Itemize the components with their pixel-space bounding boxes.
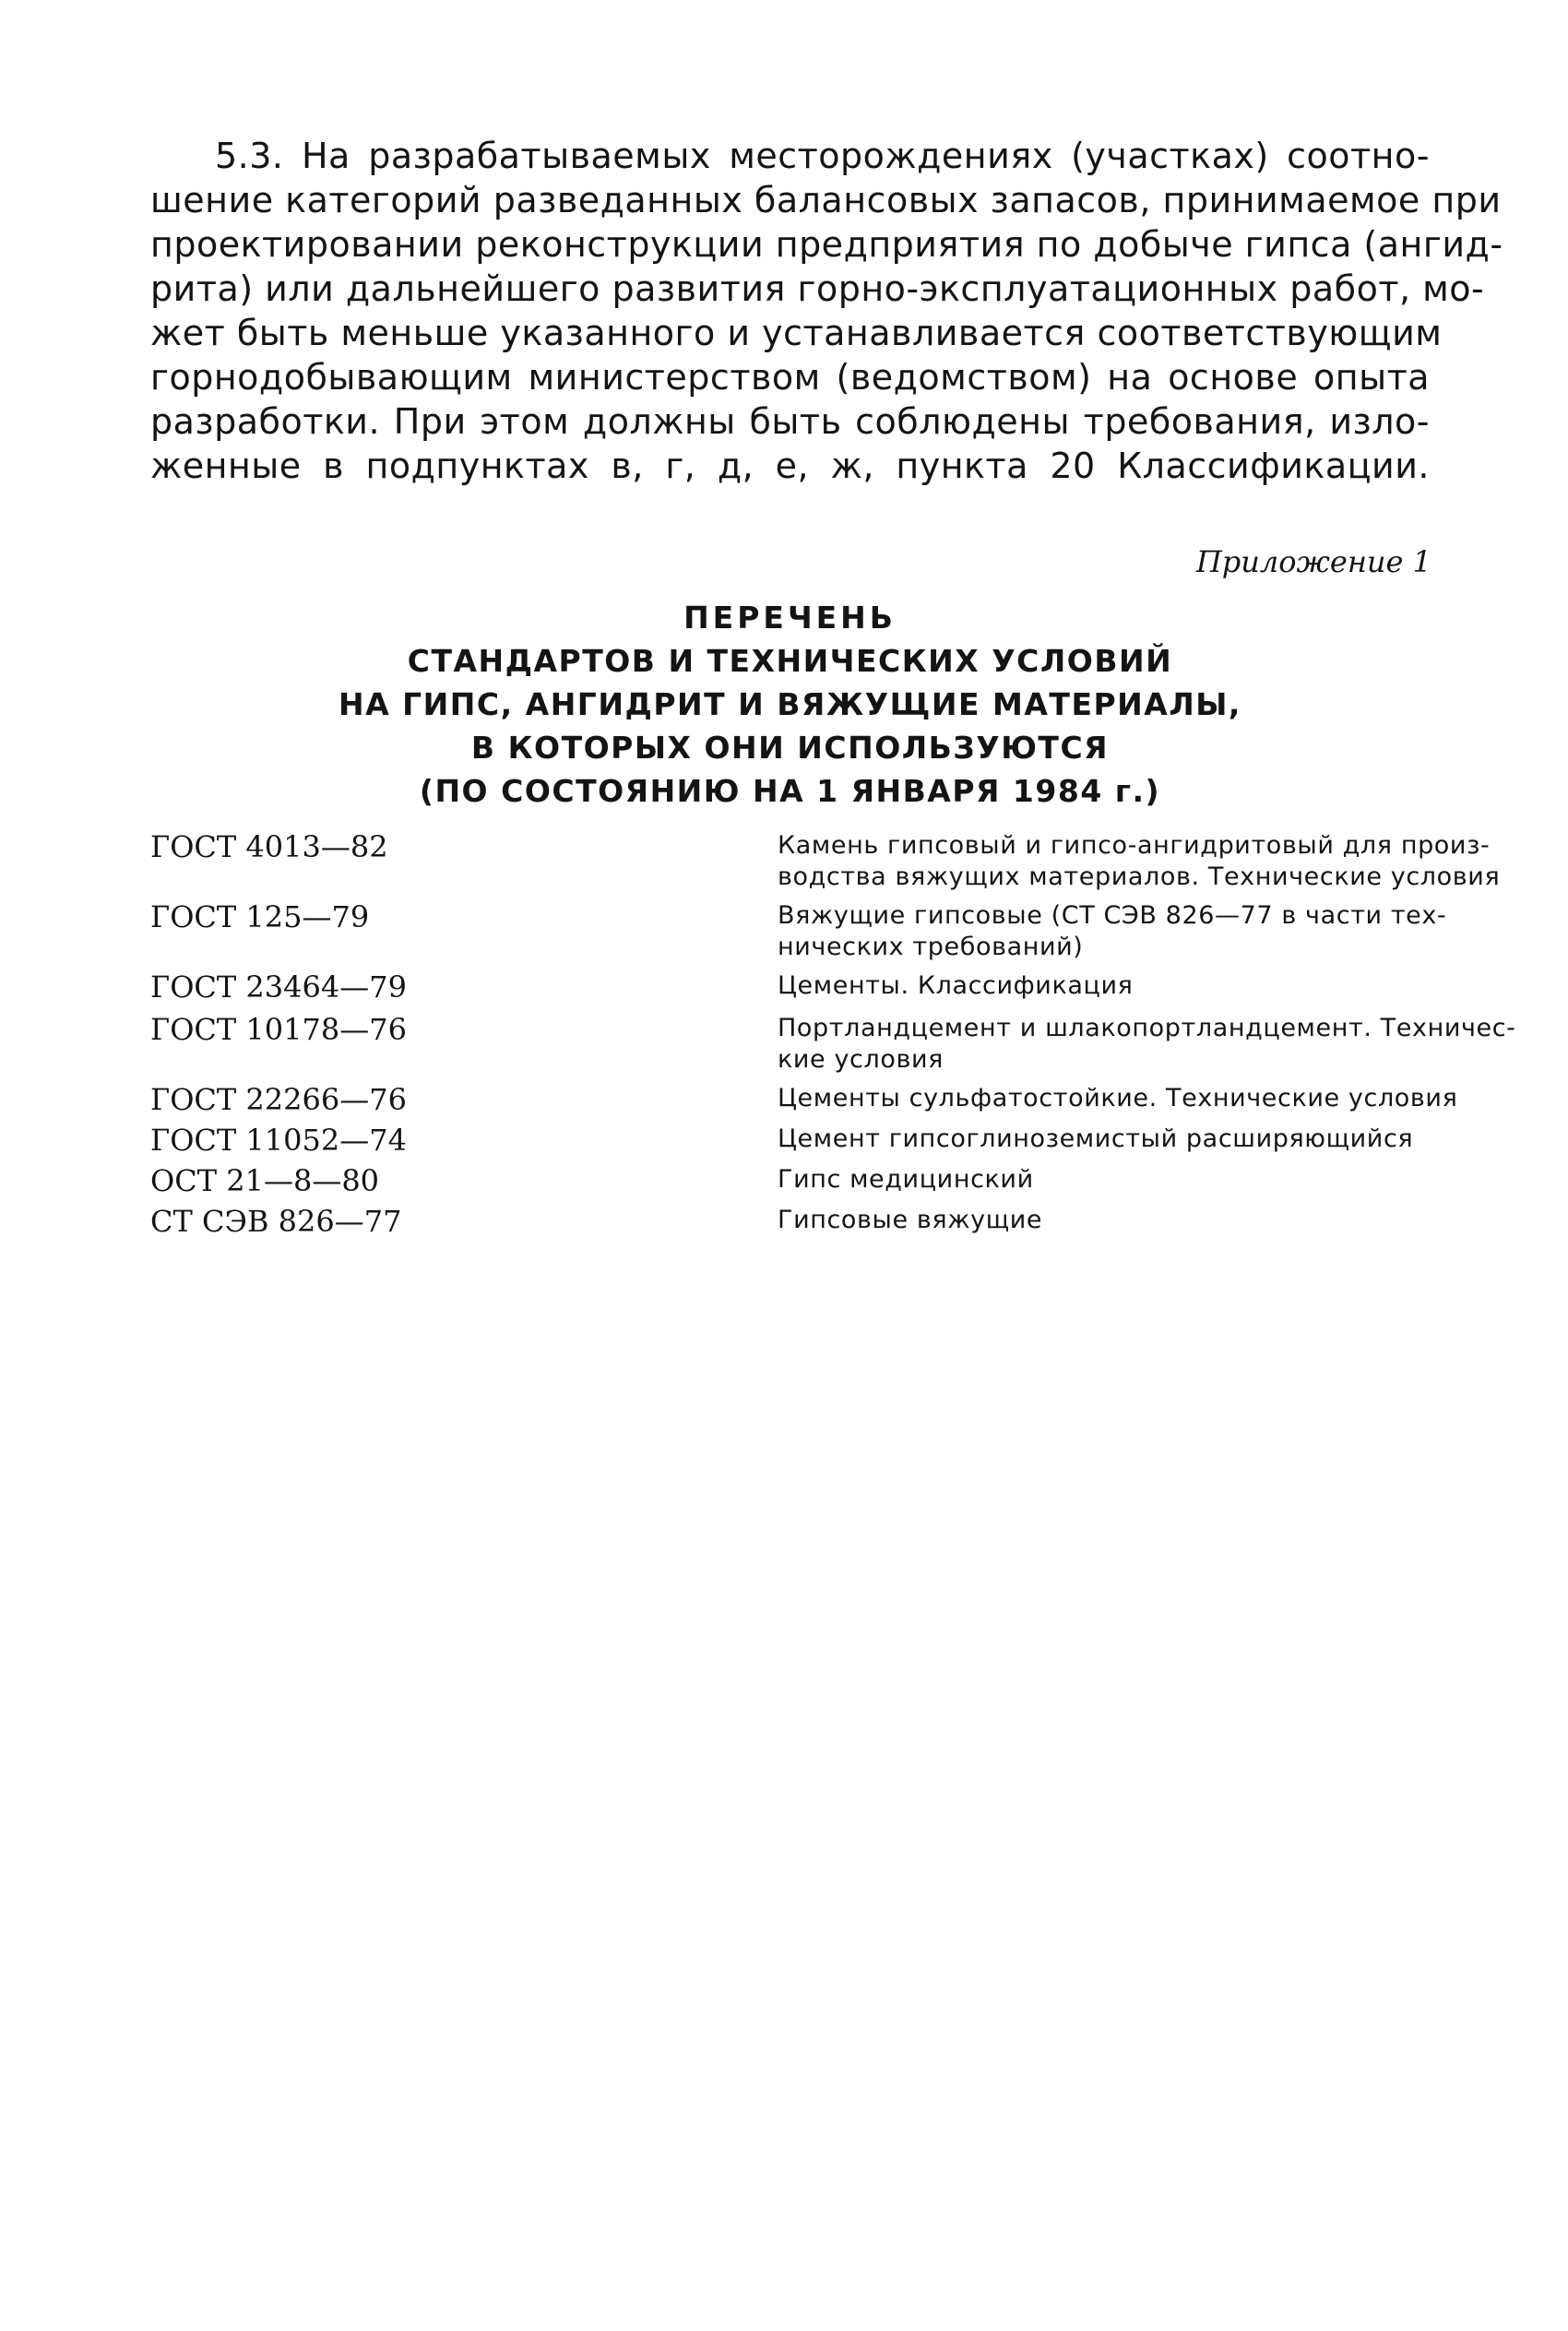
standard-title-line: Цементы. Классификация xyxy=(778,971,1134,1000)
paragraph-line: рита) или дальнейшего развития горно-эксплуатационных работ, мо- xyxy=(150,268,1485,309)
standard-code: СТ СЭВ 826—77 xyxy=(150,1204,402,1239)
standard-row xyxy=(150,1012,1516,1076)
heading-line: (ПО СОСТОЯНИЮ НА 1 ЯНВАРЯ 1984 г.) xyxy=(419,773,1161,809)
standard-row xyxy=(150,1164,1432,1197)
standard-title-line: Гипсовые вяжущие xyxy=(778,1206,1043,1234)
standard-title xyxy=(630,970,1432,1002)
standard-title xyxy=(630,1083,1458,1114)
paragraph-line: горнодобывающим министерством (ведомством) на основе опыта xyxy=(150,357,1430,398)
standard-row xyxy=(150,899,1447,963)
section-5-3-paragraph xyxy=(150,134,1503,488)
appendix-heading xyxy=(150,596,1430,813)
paragraph-line: женные в подпунктах в, г, д, е, ж, пункта 20 Классификации. xyxy=(150,446,1430,486)
standard-title-line: нических требований) xyxy=(778,933,1084,961)
standard-title xyxy=(630,830,1501,893)
appendix-label: Приложение 1 xyxy=(1195,544,1431,579)
standard-row xyxy=(150,970,1432,1004)
standard-code: ГОСТ 11052—74 xyxy=(150,1123,407,1158)
standard-title-line: Камень гипсовый и гипсо-ангидритовый для произ- xyxy=(778,831,1491,860)
standard-row xyxy=(150,1082,1458,1117)
standard-code: ГОСТ 23464—79 xyxy=(150,969,407,1005)
standard-title xyxy=(630,900,1447,963)
standard-title xyxy=(630,1013,1516,1076)
heading-line: НА ГИПС, АНГИДРИТ И ВЯЖУЩИЕ МАТЕРИАЛЫ, xyxy=(339,686,1241,722)
standard-title-line: Цементы сульфатостойкие. Технические условия xyxy=(778,1084,1458,1112)
standard-title xyxy=(630,1164,1432,1195)
heading-line: В КОТОРЫХ ОНИ ИСПОЛЬЗУЮТСЯ xyxy=(470,730,1110,766)
standard-code: ГОСТ 10178—76 xyxy=(150,1012,407,1047)
heading-line: СТАНДАРТОВ И ТЕХНИЧЕСКИХ УСЛОВИЙ xyxy=(407,643,1173,679)
standard-code: ОСТ 21—8—80 xyxy=(150,1163,380,1198)
standard-title xyxy=(630,1205,1432,1236)
standard-code: ГОСТ 4013—82 xyxy=(150,829,388,864)
standard-row xyxy=(150,1124,1432,1157)
paragraph-line: проектировании реконструкции предприятия по добыче гипса (ангид- xyxy=(150,224,1503,265)
standard-title xyxy=(630,1124,1432,1155)
standard-row xyxy=(150,1205,1432,1238)
paragraph-line: шение категорий разведанных балансовых запасов, принимаемое при xyxy=(150,180,1502,220)
standard-code: ГОСТ 125—79 xyxy=(150,899,370,934)
paragraph-line: 5.3. На разрабатываемых месторождениях (участках) соотно- xyxy=(215,136,1430,176)
paragraph-line: разработки. При этом должны быть соблюдены требования, изло- xyxy=(150,401,1430,442)
heading-line: ПЕРЕЧЕНЬ xyxy=(683,600,897,636)
standard-title-line: Вяжущие гипсовые (СТ СЭВ 826—77 в части тех- xyxy=(778,901,1447,930)
section-number: 5.3. xyxy=(215,136,284,176)
standard-code: ГОСТ 22266—76 xyxy=(150,1082,407,1117)
standard-title-line: Гипс медицинский xyxy=(778,1165,1034,1194)
standard-title-line: Портландцемент и шлакопортландцемент. Техничес- xyxy=(778,1014,1516,1042)
standard-row xyxy=(150,829,1501,893)
standards-list xyxy=(150,829,1516,1245)
standard-title-line: водства вяжущих материалов. Технические условия xyxy=(778,862,1501,891)
paragraph-line: жет быть меньше указанного и устанавливается соответствующим xyxy=(150,313,1443,353)
standard-title-line: кие условия xyxy=(778,1045,944,1074)
standard-title-line: Цемент гипсоглиноземистый расширяющийся xyxy=(778,1124,1414,1153)
